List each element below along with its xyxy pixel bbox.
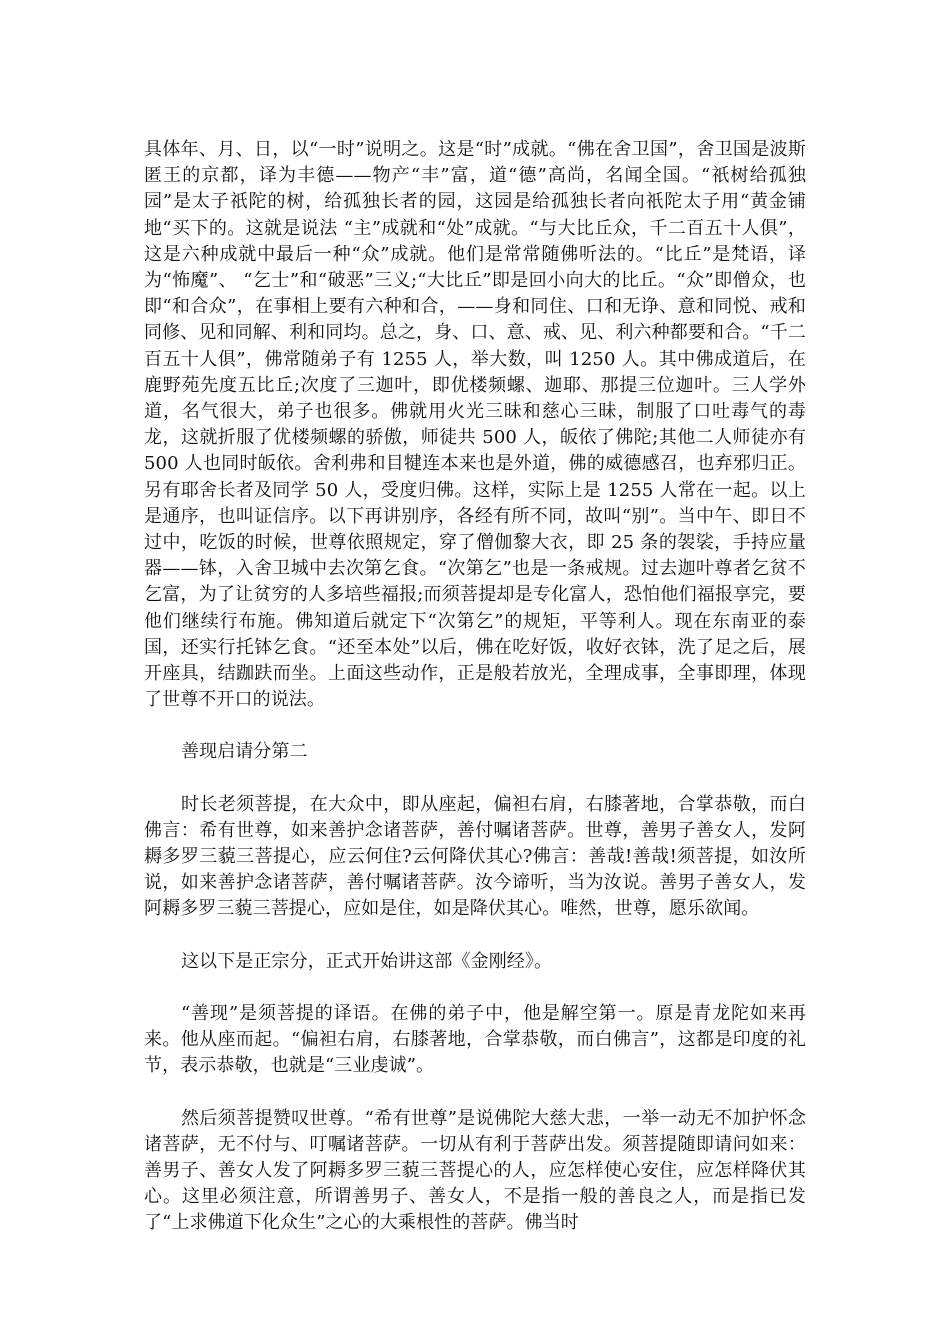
document-page (144, 137, 806, 1263)
section-heading: 善现启请分第二 (181, 741, 308, 763)
paragraph-praise-explanation: 然后须菩提赞叹世尊。“希有世尊”是说佛陀大慈大悲，一举一动无不加护怀念诸菩萨，无不付与、叮嘱诸菩萨。一切从有利于菩萨出发。须菩提随即请问如来：善男子、善女人发了阿耨多罗三藐三菩提心的人，应怎样使心安住，应怎样降伏其心。这里必须注意，所谓善男子、善女人，不是指一般的善良之人，而是指已发了“上求佛道下化众生”之心的大乘根性的菩萨。佛当时 (144, 1107, 806, 1234)
paragraph-subhuti-explanation: “善现”是须菩提的译语。在佛的弟子中，他是解空第一。原是青龙陀如来再来。他从座而起。“偏袒右肩，右膝著地，合掌恭敬，而白佛言”，这都是印度的礼节，表示恭敬，也就是“三业虔诚”。 (144, 1002, 806, 1077)
paragraph-sutra-text: 时长老须菩提，在大众中，即从座起，偏袒右肩，右膝著地，合掌恭敬，而白佛言：希有世尊，如来善护念诸菩萨，善付嘱诸菩萨。世尊，善男子善女人，发阿耨多罗三藐三菩提心，应云何住?云何降伏其心?佛言：善哉!善哉!须菩提，如汝所说，如来善护念诸菩萨，善付嘱诸菩萨。汝今谛听，当为汝说。善男子善女人，发阿耨多罗三藐三菩提心，应如是住，如是降伏其心。唯然，世尊，愿乐欲闻。 (144, 793, 806, 920)
paragraph-main-section-intro: 这以下是正宗分，正式开始讲这部《金刚经》。 (181, 950, 553, 972)
paragraph-ordinary-preface: 具体年、月、日，以“一时”说明之。这是“时”成就。“佛在舍卫国”，舍卫国是波斯匿王的京都，译为丰德——物产“丰”富，道“德”高尚，名闻全国。“祇树给孤独园”是太子祇陀的树，给孤独长者的园，这园是给孤独长者向祇陀太子用“黄金铺地“买下的。这就是说法 “主”成就和“处”成就。“与大比丘众，千二百五十人俱”，这是六种成就中最后一种“众”成就。他们是常常随佛听法的。“比丘”是梵语，译为“怖魔”、 “乞士”和“破恶”三义;“大比丘”即是回小向大的比丘。“众”即僧众，也即“和合众”，在事相上要有六种和合，——身和同住、口和无诤、意和同悦、戒和同修、见和同解、利和同均。总之，身、口、意、戒、见、利六种都要和合。“千二百五十人俱”，佛常随弟子有 1255 人，举大数，叫 1250 人。其中佛成道后，在鹿野苑先度五比丘;次度了三迦叶，即优楼频螺、迦耶、那提三位迦叶。三人学外道，名气很大，弟子也很多。佛就用火光三昧和慈心三昧，制服了口吐毒气的毒龙，这就折服了优楼频螺的骄傲，师徒共 500 人，皈依了佛陀;其他二人师徒亦有 500 人也同时皈依。舍利弗和目犍连本来也是外道，佛的威德感召，也弃邪归正。另有耶舍长者及同学 50 人，受度归佛。这样，实际上是 1255 人常在一起。以上是通序，也叫证信序。以下再讲别序，各经有所不同，故叫“别”。当中午、即日不过中，吃饭的时候，世尊依照规定，穿了僧伽黎大衣，即 25 条的袈裟，手持应量器——钵，入舍卫城中去次第乞食。“次第乞”也是一条戒规。过去迦叶尊者乞贫不乞富，为了让贫穷的人多培些福报;而须菩提却是专化富人，恐怕他们福报享完，要他们继续行布施。佛知道后就定下“次第乞”的规矩，平等利人。现在东南亚的泰国，还实行托钵乞食。“还至本处”以后，佛在吃好饭，收好衣钵，洗了足之后，展开座具，结跏趺而坐。上面这些动作，正是般若放光，全理成事，全事即理，体现了世尊不开口的说法。 (144, 139, 806, 711)
